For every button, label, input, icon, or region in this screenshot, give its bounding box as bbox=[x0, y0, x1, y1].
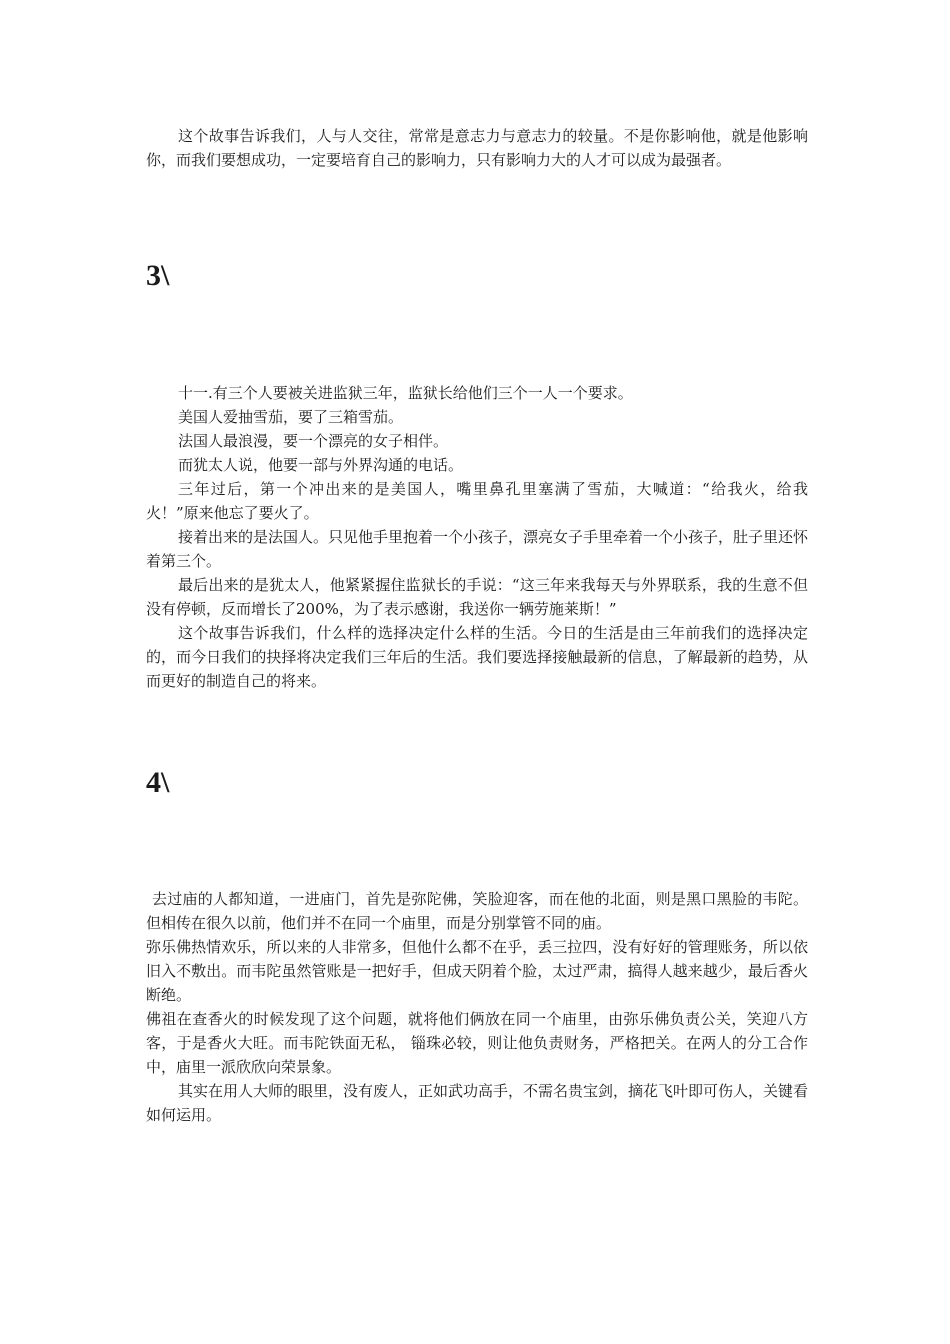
paragraph: 而犹太人说，他要一部与外界沟通的电话。 bbox=[178, 456, 464, 474]
section-4-heading: 4\ bbox=[146, 766, 170, 799]
section-3-heading: 3\ bbox=[146, 259, 170, 292]
paragraph: 这个故事告诉我们，人与人交往，常常是意志力与意志力的较量。不是你影响他，就是他影响你，而我们要想成功，一定要培育自己的影响力，只有影响力大的人才可以成为最强者。 bbox=[146, 127, 808, 169]
paragraph: 接着出来的是法国人。只见他手里抱着一个小孩子，漂亮女子手里牵着一个小孩子，肚子里还怀着第三个。 bbox=[146, 528, 809, 570]
paragraph: 其实在用人大师的眼里，没有废人，正如武功高手，不需名贵宝剑，摘花飞叶即可伤人，关键看如何运用。 bbox=[146, 1082, 809, 1124]
paragraph: 美国人爱抽雪茄，要了三箱雪茄。 bbox=[178, 408, 404, 426]
paragraph: 法国人最浪漫，要一个漂亮的女子相伴。 bbox=[178, 432, 449, 450]
section-4-body bbox=[146, 887, 808, 1127]
paragraph: 十一.有三个人要被关进监狱三年，监狱长给他们三个一人一个要求。 bbox=[178, 384, 633, 402]
section-3-body bbox=[146, 381, 808, 693]
paragraph: 最后出来的是犹太人，他紧紧握住监狱长的手说：“这三年来我每天与外界联系，我的生意不但没有停顿，反而增长了200%，为了表示感谢，我送你一辆劳施莱斯！” bbox=[146, 576, 808, 618]
paragraph: 弥乐佛热情欢乐，所以来的人非常多，但他什么都不在乎，丢三拉四，没有好好的管理账务，所以依旧入不敷出。而韦陀虽然管账是一把好手，但成天阴着个脸，太过严肃，搞得人越来越少，最后香火断绝。 bbox=[146, 938, 808, 1004]
section-2-closing bbox=[146, 124, 808, 172]
paragraph: 佛祖在查香火的时候发现了这个问题，就将他们俩放在同一个庙里，由弥乐佛负责公关，笑迎八方客，于是香火大旺。而韦陀铁面无私， 锱珠必较，则让他负责财务，严格把关。在两人的分工合作中，庙里一派欣欣向荣景象。 bbox=[146, 1010, 808, 1076]
paragraph: 三年过后，第一个冲出来的是美国人，嘴里鼻孔里塞满了雪茄，大喊道：“给我火，给我火！”原来他忘了要火了。 bbox=[146, 480, 808, 522]
paragraph: 去过庙的人都知道，一进庙门，首先是弥陀佛，笑脸迎客，而在他的北面，则是黑口黑脸的韦陀。但相传在很久以前，他们并不在同一个庙里，而是分别掌管不同的庙。 bbox=[146, 890, 808, 932]
paragraph: 这个故事告诉我们，什么样的选择决定什么样的生活。今日的生活是由三年前我们的选择决定的，而今日我们的抉择将决定我们三年后的生活。我们要选择接触最新的信息，了解最新的趋势，从而更好的制造自己的将来。 bbox=[146, 624, 808, 690]
